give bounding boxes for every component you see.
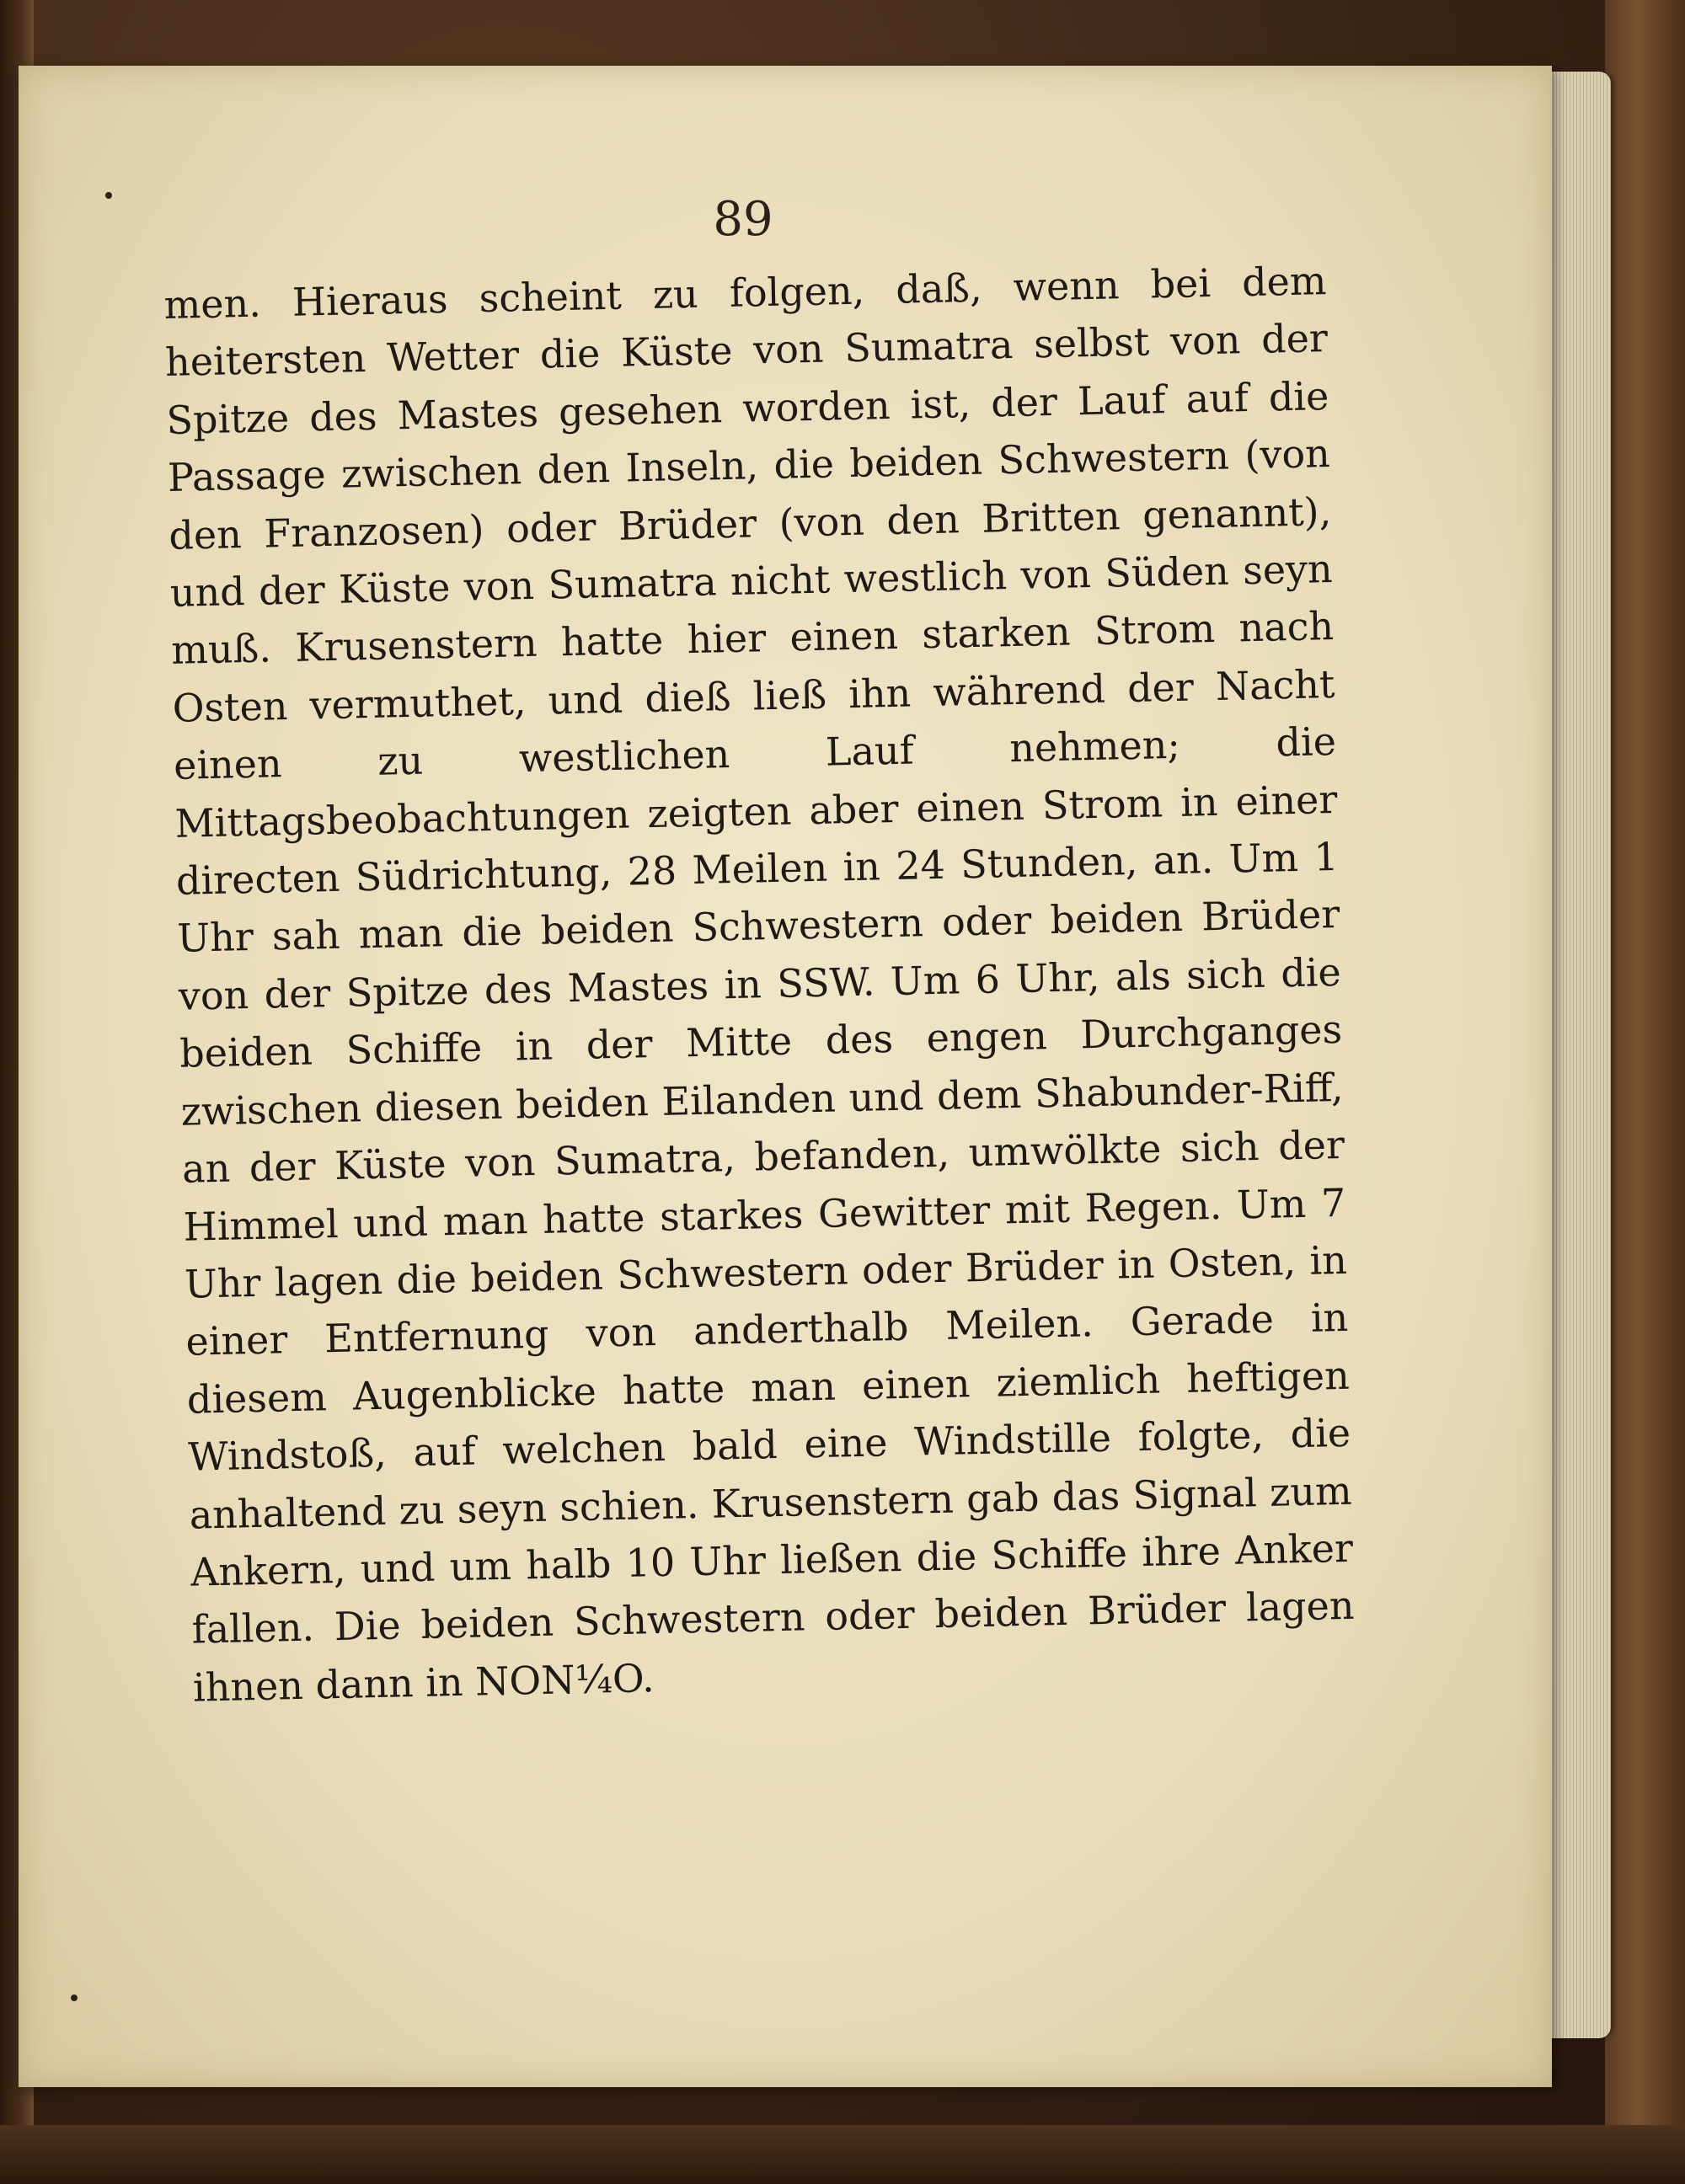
- show-through-text: [1096, 2065, 1552, 2125]
- body-text: men. Hieraus scheint zu folgen, daß, wenn bei dem heitersten Wetter die Küste von Sumatra selbst von der Spitze des Mastes gesehen worden ist, der Lauf auf die Passage zwischen den Inseln, die beiden Schwestern (von den Franzosen) oder Brüder (von den Britten genannt), und der Küste von Sumatra nicht westlich von Süden seyn muß. Krusenstern hatte hier einen starken Strom nach Osten vermuthet, und dieß ließ ihn während der Nacht einen zu westlichen Lauf nehmen; die Mittagsbeobachtungen zeigten aber einen Strom in einer directen Südrichtung, 28 Meilen in 24 Stunden, an. Um 1 Uhr sah man die beiden Schwestern oder beiden Brüder von der Spitze des Mastes in SSW. Um 6 Uhr, als sich die beiden Schiffe in der Mitte des engen Durchganges zwischen diesen beiden Eilanden und dem Shabunder-Riff, an der Küste von Sumatra, befanden, umwölkte sich der Himmel und man hatte starkes Gewitter mit Regen. Um 7 Uhr lagen die beiden Schwestern oder Brüder in Osten, in einer Entfernung von anderthalb Meilen. Gerade in diesem Augenblicke hatte man einen ziemlich heftigen Windstoß, auf welchen bald eine Windstille folgte, die anhaltend zu seyn schien. Krusenstern gab das Signal zum Ankern, und um halb 10 Uhr ließen die Schiffe ihre Anker fallen. Die beiden Schwestern oder beiden Brüder lagen ihnen dann in NON¼O.: [163, 258, 1355, 1711]
- page-edges: [1543, 72, 1611, 2038]
- book-cover-right-edge: [1605, 0, 1685, 2184]
- book-page: [19, 66, 1552, 2087]
- book-cover-bottom-edge: [0, 2125, 1685, 2184]
- page-number: 89: [713, 192, 773, 247]
- ink-speck: [71, 1994, 78, 2001]
